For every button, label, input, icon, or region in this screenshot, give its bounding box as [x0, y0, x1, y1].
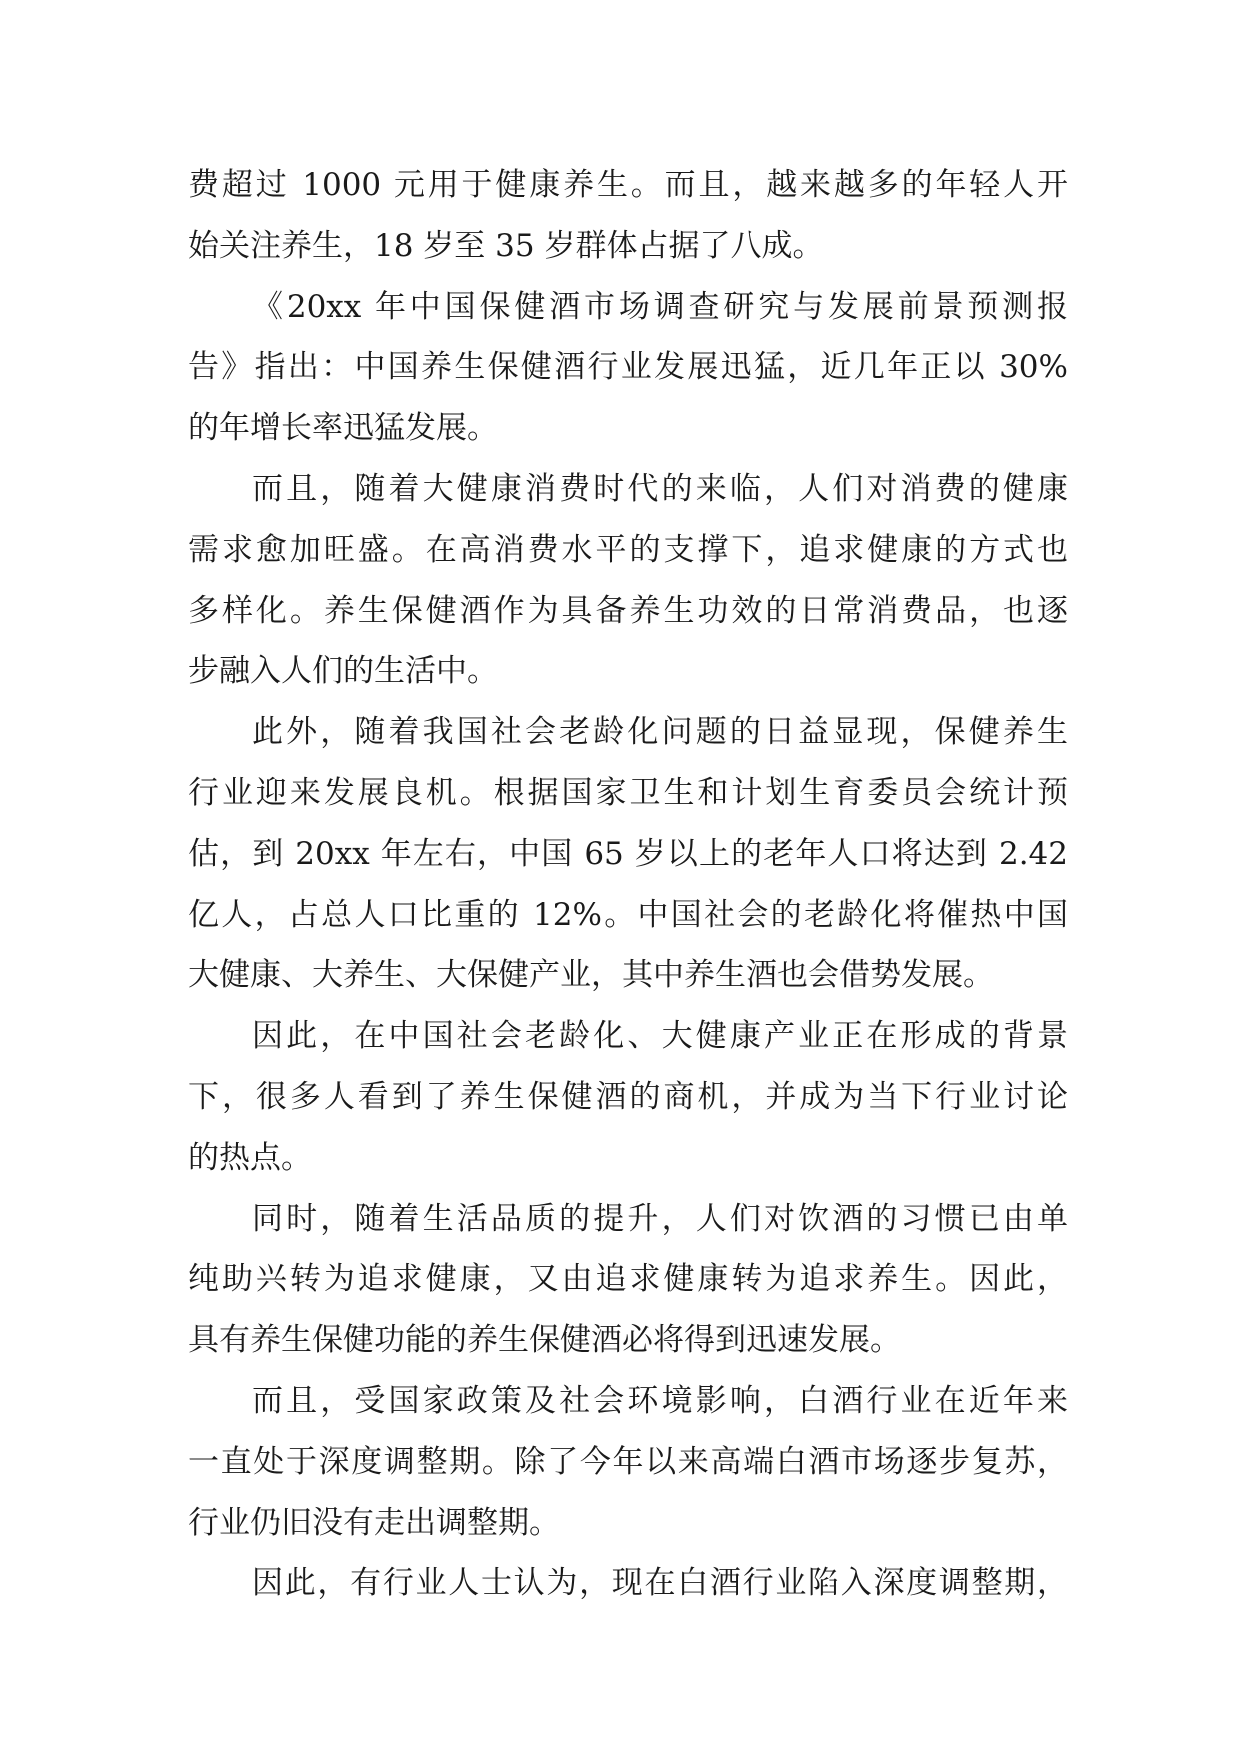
paragraph-line: 纯助兴转为追求健康，又由追求健康转为追求养生。因此， [188, 1261, 1068, 1298]
paragraph-line: 始关注养生，18 岁至 35 岁群体占据了八成。 [188, 227, 824, 264]
paragraph-first-line: 因此，在中国社会老龄化、大健康产业正在形成的背景 [252, 1018, 1068, 1055]
paragraph-line: 一直处于深度调整期。除了今年以来高端白酒市场逐步复苏， [188, 1443, 1068, 1480]
paragraph-line: 行业仍旧没有走出调整期。 [188, 1504, 560, 1541]
paragraph-line: 需求愈加旺盛。在高消费水平的支撑下，追求健康的方式也 [188, 531, 1068, 568]
paragraph-first-line: 因此，有行业人士认为，现在白酒行业陷入深度调整期， [252, 1565, 1068, 1602]
paragraph-line: 的年增长率迅猛发展。 [188, 410, 498, 447]
paragraph-line: 步融入人们的生活中。 [188, 653, 498, 690]
paragraph-line: 告》指出：中国养生保健酒行业发展迅猛，近几年正以 30% [188, 349, 1068, 386]
paragraph-first-line: 而且，受国家政策及社会环境影响，白酒行业在近年来 [252, 1382, 1068, 1419]
paragraph-first-line: 同时，随着生活品质的提升，人们对饮酒的习惯已由单 [252, 1200, 1068, 1237]
paragraph-line: 大健康、大养生、大保健产业，其中养生酒也会借势发展。 [188, 957, 994, 994]
paragraph-line: 估，到 20xx 年左右，中国 65 岁以上的老年人口将达到 2.42 [188, 835, 1068, 872]
paragraph-line: 的热点。 [188, 1139, 312, 1176]
paragraph-line: 多样化。养生保健酒作为具备养生功效的日常消费品，也逐 [188, 592, 1068, 629]
paragraph-first-line: 此外，随着我国社会老龄化问题的日益显现，保健养生 [252, 714, 1068, 751]
paragraph-line: 具有养生保健功能的养生保健酒必将得到迅速发展。 [188, 1322, 901, 1359]
paragraph-line: 下，很多人看到了养生保健酒的商机，并成为当下行业讨论 [188, 1078, 1068, 1115]
paragraph-line: 费超过 1000 元用于健康养生。而且，越来越多的年轻人开 [188, 167, 1068, 203]
paragraph-line: 亿人，占总人口比重的 12%。中国社会的老龄化将催热中国 [188, 896, 1068, 933]
document-body [188, 155, 1068, 1614]
paragraph-first-line: 而且，随着大健康消费时代的来临，人们对消费的健康 [252, 470, 1068, 507]
paragraph-first-line: 《20xx 年中国保健酒市场调查研究与发展前景预测报 [252, 288, 1068, 325]
paragraph-line: 行业迎来发展良机。根据国家卫生和计划生育委员会统计预 [188, 774, 1068, 811]
